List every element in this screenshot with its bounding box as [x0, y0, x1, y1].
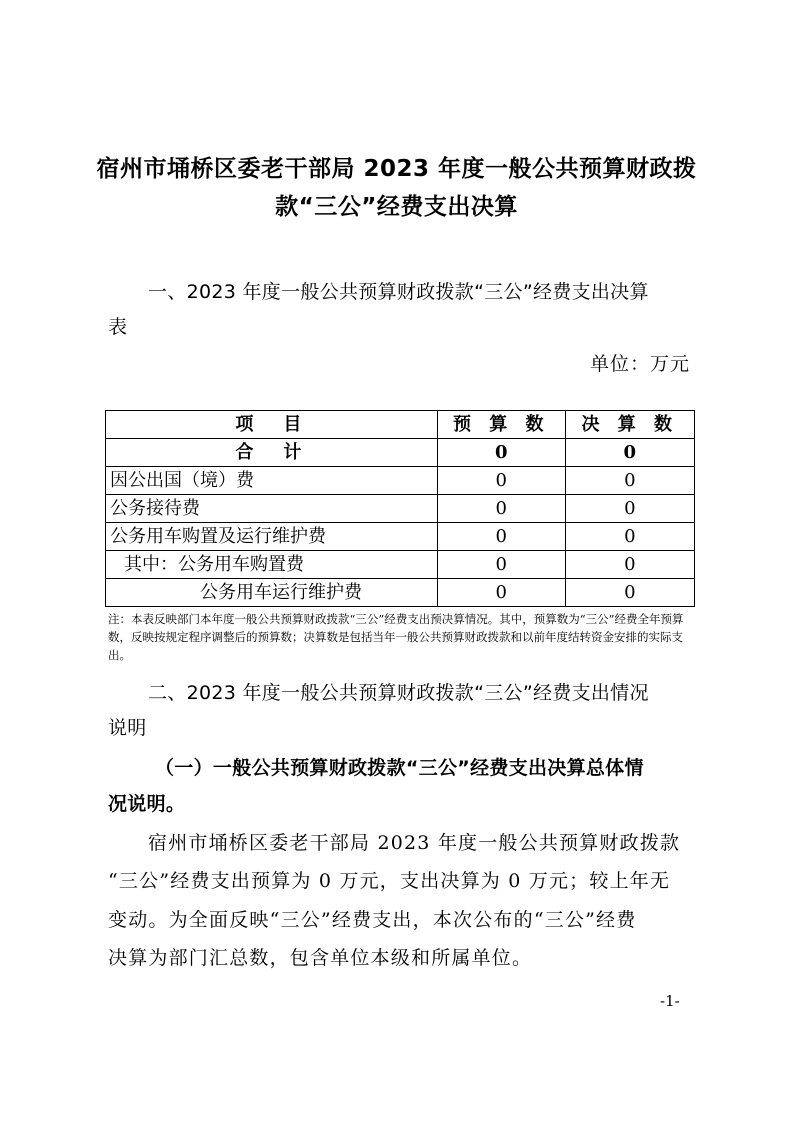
row-item: 公务用车运行维护费 [106, 579, 438, 607]
page-number: -1- [660, 992, 680, 1010]
paragraph-line2: “三公”经费支出预算为 0 万元，支出决算为 0 万元；较上年无 [108, 870, 671, 892]
paragraph-line4: 决算为部门汇总数，包含单位本级和所属单位。 [108, 947, 533, 969]
row-final: 0 [565, 523, 694, 551]
row-item: 合 计 [106, 439, 438, 467]
document-title-line2: 款“三公”经费支出决算 [275, 194, 518, 220]
unit-label: 单位：万元 [589, 353, 690, 375]
table-row [106, 551, 695, 579]
row-item: 其中：公务用车购置费 [106, 551, 438, 579]
row-final: 0 [565, 439, 694, 467]
document-title-line1: 宿州市埇桥区委老干部局 2023 年度一般公共预算财政拨 [96, 156, 697, 182]
row-budget: 0 [437, 495, 565, 523]
section2-heading-line1: 二、2023 年度一般公共预算财政拨款“三公”经费支出情况 [148, 682, 649, 704]
subsection1-heading-line1: （一）一般公共预算财政拨款“三公”经费支出决算总体情 [155, 757, 644, 779]
budget-table [105, 410, 695, 607]
table-row [106, 495, 695, 523]
paragraph-line3: 变动。为全面反映“三公”经费支出，本次公布的“三公”经费 [108, 909, 637, 931]
table-row-total [106, 439, 695, 467]
section1-heading-line2: 表 [108, 316, 128, 338]
section2-heading-line2: 说明 [108, 717, 147, 739]
subsection1-heading-line2: 况说明。 [108, 793, 186, 815]
row-budget: 0 [437, 579, 565, 607]
row-budget: 0 [437, 439, 565, 467]
header-item: 项 目 [106, 411, 438, 439]
row-budget: 0 [437, 551, 565, 579]
row-item: 因公出国（境）费 [106, 467, 438, 495]
row-final: 0 [565, 467, 694, 495]
row-budget: 0 [437, 467, 565, 495]
paragraph-line1: 宿州市埇桥区委老干部局 2023 年度一般公共预算财政拨款 [148, 832, 681, 854]
header-final: 决 算 数 [565, 411, 694, 439]
table-header-row [106, 411, 695, 439]
table-row [106, 523, 695, 551]
row-budget: 0 [437, 523, 565, 551]
header-budget: 预 算 数 [437, 411, 565, 439]
row-final: 0 [565, 579, 694, 607]
row-item: 公务接待费 [106, 495, 438, 523]
row-final: 0 [565, 551, 694, 579]
table-row [106, 579, 695, 607]
row-item: 公务用车购置及运行维护费 [106, 523, 438, 551]
table-note: 注：本表反映部门本年度一般公共预算财政拨款“三公”经费支出预决算情况。其中，预算数为“三公”经费全年预算数，反映按规定程序调整后的预算数；决算数是包括当年一般公共预算财政拨款和以前年度结转资金安排的实际支出。 [108, 612, 684, 662]
section1-heading-line1: 一、2023 年度一般公共预算财政拨款“三公”经费支出决算 [148, 281, 649, 303]
row-final: 0 [565, 495, 694, 523]
table-row [106, 467, 695, 495]
